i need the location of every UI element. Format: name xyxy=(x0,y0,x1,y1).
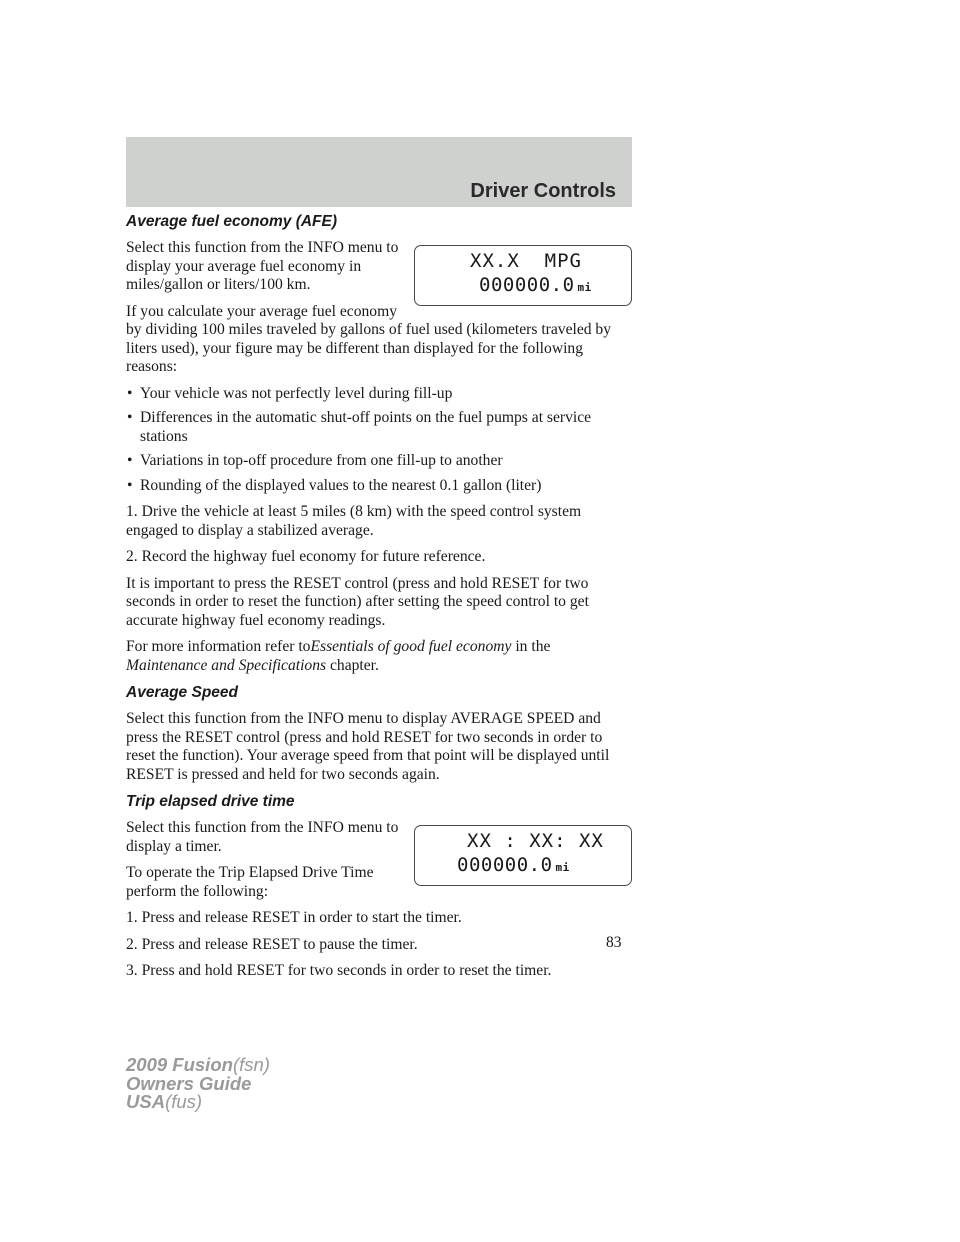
ref-text: For more information refer to xyxy=(126,638,311,655)
footer-guide: Owners Guide xyxy=(126,1072,252,1094)
avg-speed-paragraph: Select this function from the INFO menu to display AVERAGE SPEED and press the RESET control (press and hold RESET for two seconds in order to reset the function). Your average speed from that point will be displayed until RESET is pressed and held for two seconds again. xyxy=(126,710,610,783)
trip-time-paragraph-1: Select this function from the INFO menu to display a timer. xyxy=(126,819,399,855)
trip-time-paragraph-2: To operate the Trip Elapsed Drive Time perform the following: xyxy=(126,864,374,900)
page-content xyxy=(126,212,632,989)
trip-time-step-1: 1. Press and release RESET in order to start the timer. xyxy=(126,909,462,926)
footer-market: USA xyxy=(126,1091,166,1112)
page-number: 83 xyxy=(606,934,622,951)
afe-step-1: 1. Drive the vehicle at least 5 miles (8 km) with the speed control system engaged to display a stabilized average. xyxy=(126,503,582,539)
afe-paragraph-1: Select this function from the INFO menu to display your average fuel economy in miles/gallon or liters/100 km. xyxy=(126,239,399,293)
afe-display-line2 xyxy=(479,276,592,298)
afe-reference xyxy=(126,638,632,675)
afe-paragraph-3: It is important to press the RESET control (press and hold RESET for two seconds in order to reset the function) after setting the speed control to get accurate highway fuel economy readings. xyxy=(126,574,589,629)
footer-model-code: (fsn) xyxy=(232,1054,270,1075)
afe-display-illustration xyxy=(414,245,632,306)
trip-time-display-unit: mi xyxy=(555,861,570,874)
list-item: • Rounding of the displayed values to the nearest 0.1 gallon (liter) xyxy=(126,477,632,496)
afe-display-odometer: 000000.0 xyxy=(479,274,575,296)
afe-heading: Average fuel economy (AFE) xyxy=(126,213,338,230)
header-band xyxy=(126,137,632,207)
ref-title: Essentials of good fuel economy xyxy=(310,638,512,655)
trip-time-display-line2 xyxy=(457,856,570,878)
footer-market-code: (fus) xyxy=(165,1091,203,1112)
ref-text: chapter. xyxy=(329,656,379,674)
ref-chapter: Maintenance and Specifications xyxy=(126,656,327,674)
footer-edition xyxy=(126,1056,270,1112)
trip-time-display-illustration xyxy=(414,825,632,886)
list-item: • Your vehicle was not perfectly level during fill-up xyxy=(126,385,632,404)
avg-speed-heading: Average Speed xyxy=(126,684,238,701)
afe-step-2: 2. Record the highway fuel economy for future reference. xyxy=(126,548,486,565)
trip-time-step-3: 3. Press and hold RESET for two seconds in order to reset the timer. xyxy=(126,962,552,979)
afe-reasons-list xyxy=(126,385,632,496)
afe-paragraph-2: If you calculate your average fuel economy by dividing 100 miles traveled by gallons of fuel used (kilometers traveled by liters used), your figure may be different than displayed for the following reasons: xyxy=(126,302,612,375)
trip-time-display-odometer: 000000.0 xyxy=(457,854,553,876)
afe-display-line1: XX.X MPG xyxy=(470,250,582,272)
trip-time-heading: Trip elapsed drive time xyxy=(126,793,295,810)
list-item: • Differences in the automatic shut-off points on the fuel pumps at service stations xyxy=(126,409,632,446)
section-title: Driver Controls xyxy=(470,180,616,202)
trip-time-display-line1: XX : XX: XX xyxy=(467,830,604,852)
trip-time-step-2: 2. Press and release RESET to pause the timer. xyxy=(126,935,418,953)
list-item: • Variations in top-off procedure from one fill-up to another xyxy=(126,452,632,471)
footer-model: 2009 Fusion xyxy=(126,1054,233,1075)
ref-text: in the xyxy=(515,638,551,655)
afe-display-unit: mi xyxy=(577,281,592,294)
